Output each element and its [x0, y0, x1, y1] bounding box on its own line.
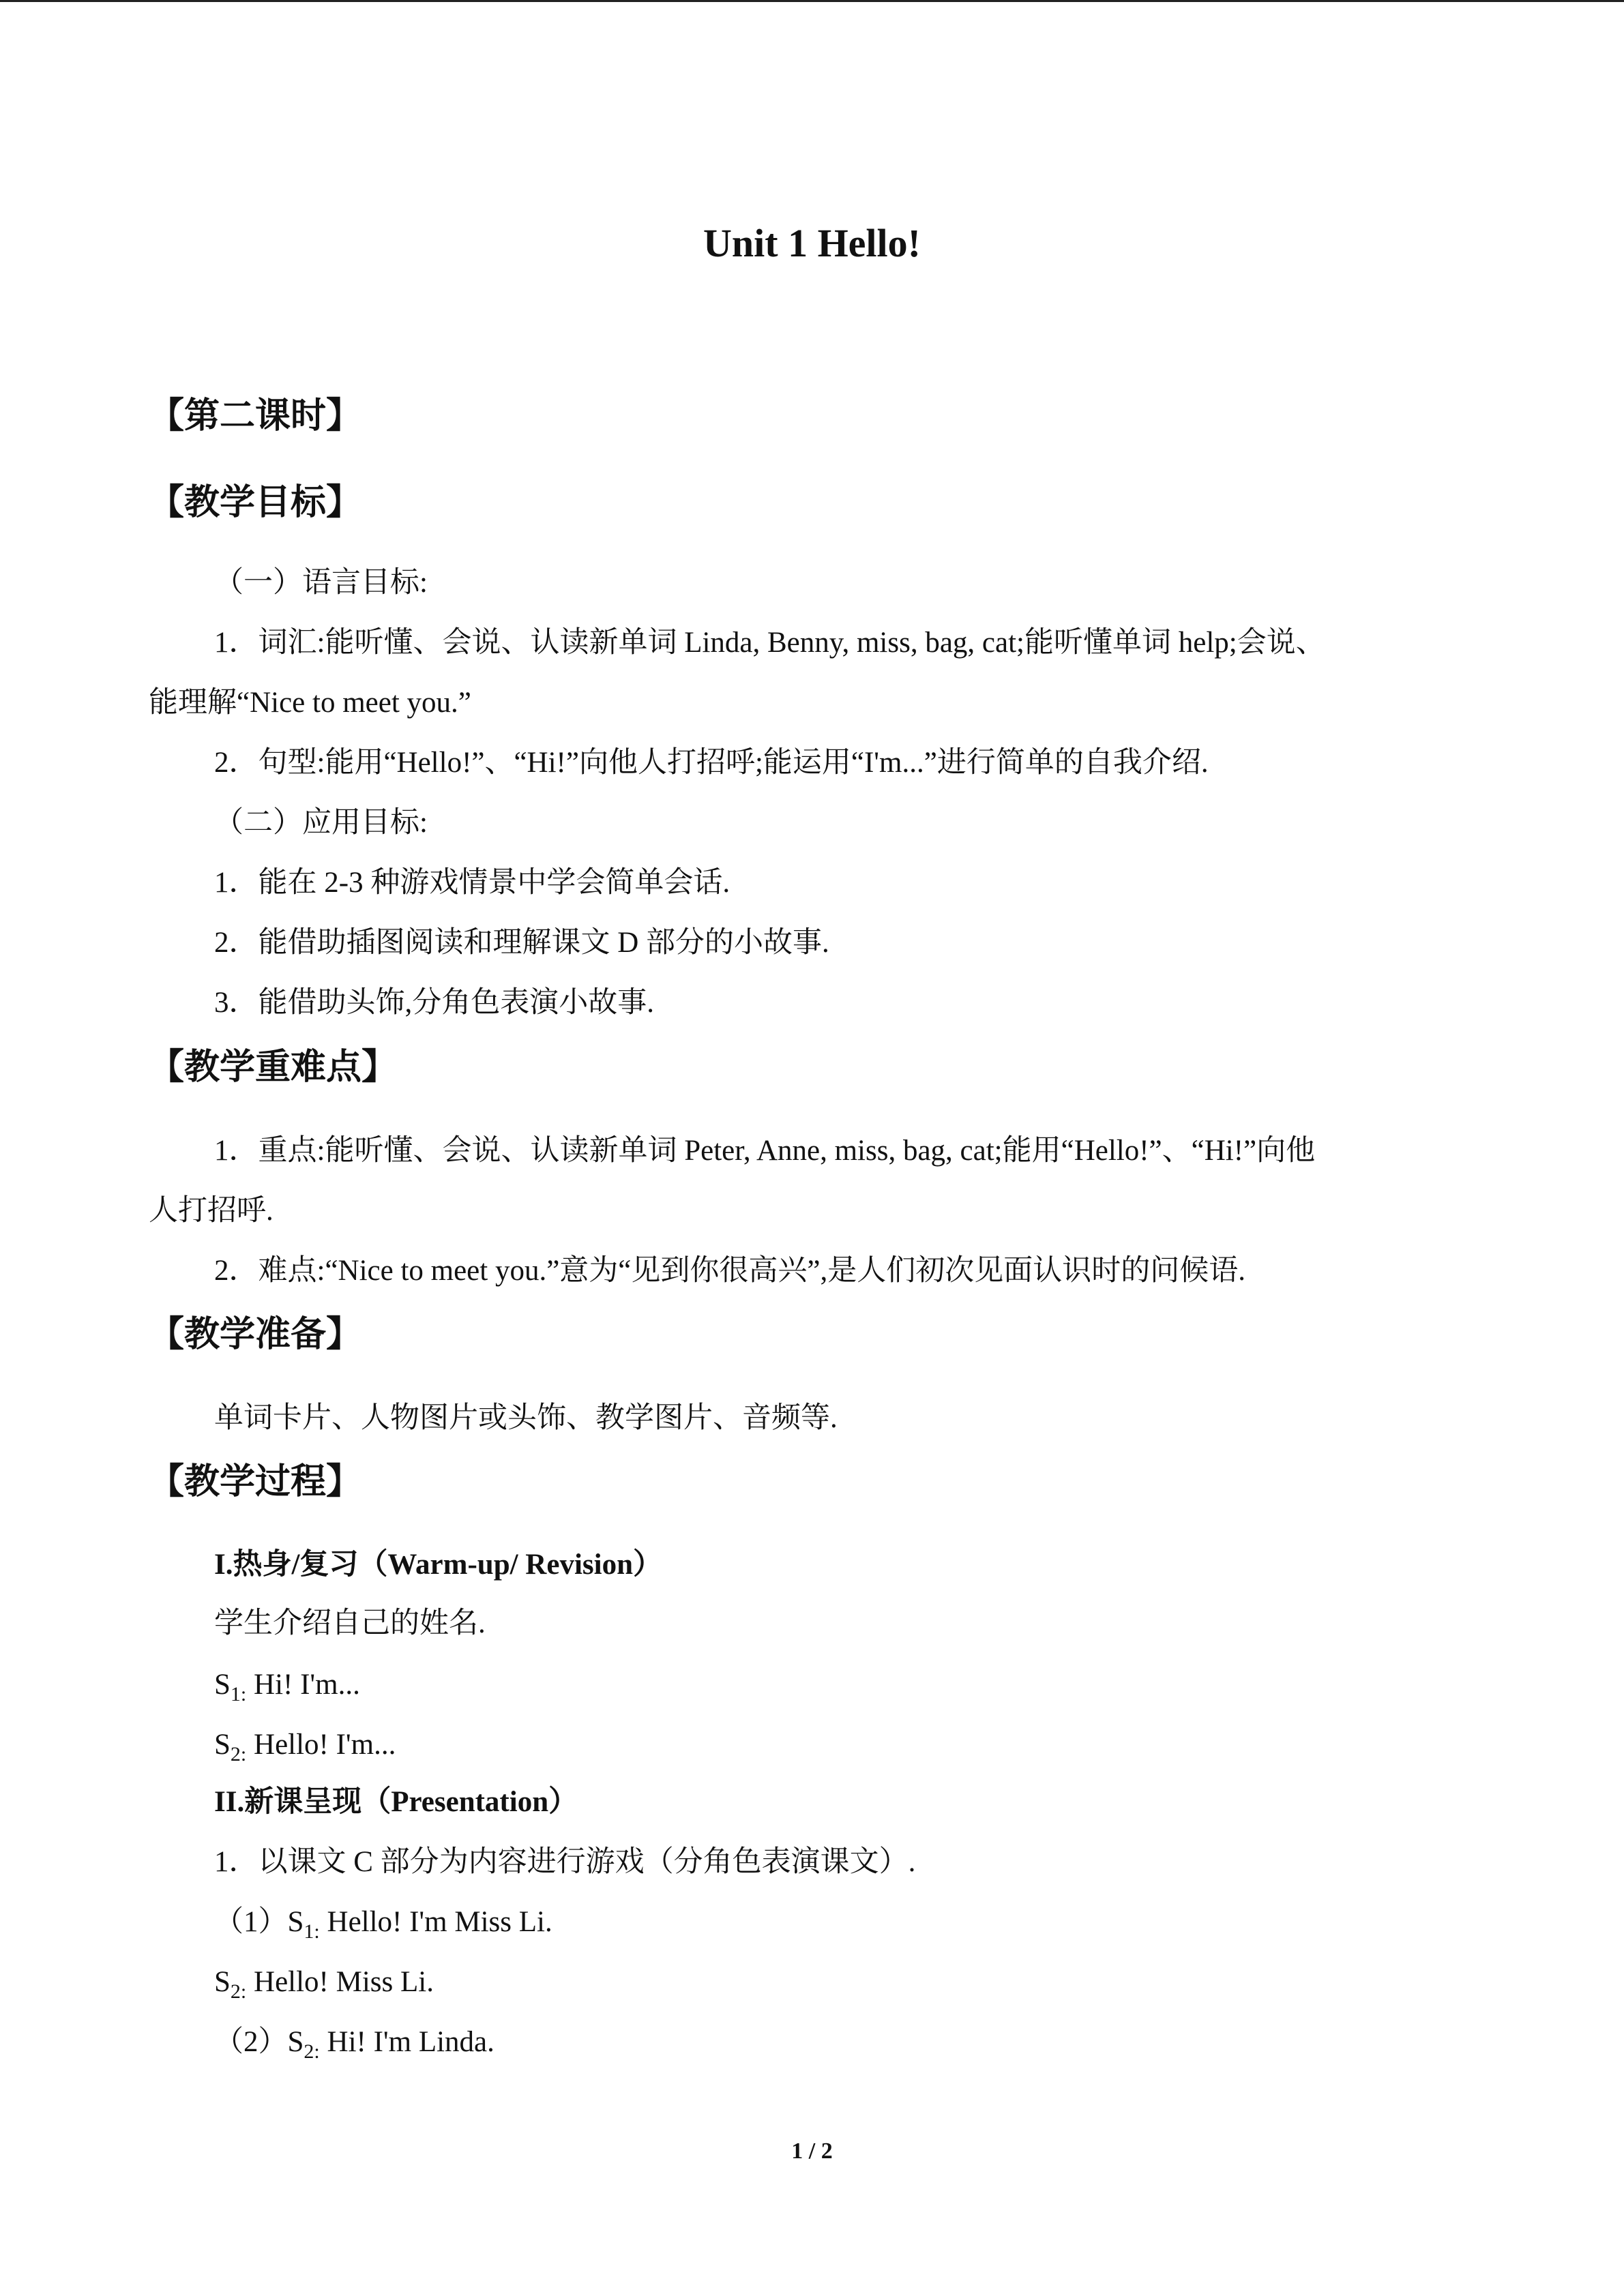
- dialogue-text: Hello! Miss Li.: [246, 1966, 434, 1998]
- dialogue-text: Hi! I'm Linda.: [319, 2026, 494, 2058]
- presentation-heading: II.新课呈现（Presentation）: [214, 1786, 578, 1818]
- game-dialogue-1: [214, 1902, 552, 1952]
- dialogue-text: Hello! I'm Miss Li.: [319, 1906, 552, 1938]
- presentation-item-1: 1．以课文 C 部分为内容进行游戏（分角色表演课文）.: [214, 1846, 916, 1878]
- page-number: 1 / 2: [791, 2138, 833, 2164]
- application-goal-2: 2．能借助插图阅读和理解课文 D 部分的小故事.: [214, 927, 829, 959]
- key-point-line1: 1．重点:能听懂、会说、认读新单词 Peter, Anne, miss, bag, cat;能用“Hello!”、“Hi!”向他: [214, 1135, 1316, 1167]
- dialogue-text: Hi! I'm...: [246, 1669, 360, 1701]
- heading-preparation: 【教学准备】: [149, 1314, 362, 1355]
- item-number: （2）: [214, 2026, 288, 2058]
- key-point-line2: 人打招呼.: [149, 1195, 274, 1227]
- game-dialogue-3: [214, 2022, 494, 2072]
- speaker-label: S: [287, 1906, 304, 1938]
- heading-period: 【第二课时】: [149, 396, 362, 436]
- dialogue-text: Hello! I'm...: [246, 1729, 396, 1761]
- speaker-label: S: [214, 1669, 231, 1701]
- language-goals-heading: （一）语言目标:: [214, 567, 428, 599]
- dialogue-s2-line: [214, 1725, 396, 1775]
- speaker-subscript: 1:: [304, 1920, 320, 1943]
- preparation-text: 单词卡片、人物图片或头饰、教学图片、音频等.: [214, 1402, 838, 1434]
- application-goal-3: 3．能借助头饰,分角色表演小故事.: [214, 987, 654, 1019]
- sentence-goal: 2．句型:能用“Hello!”、“Hi!”向他人打招呼;能运用“I'm...”进行简单的自我介绍.: [214, 747, 1209, 779]
- vocab-goal-line2: 能理解“Nice to meet you.”: [149, 687, 471, 719]
- item-number: （1）: [214, 1906, 288, 1938]
- vocab-goal-line1: 1．词汇:能听懂、会说、认读新单词 Linda, Benny, miss, bag, cat;能听懂单词 help;会说、: [214, 627, 1325, 659]
- application-goal-1: 1．能在 2-3 种游戏情景中学会简单会话.: [214, 867, 730, 899]
- warmup-heading: I.热身/复习（Warm-up/ Revision）: [214, 1549, 662, 1581]
- heading-objectives: 【教学目标】: [149, 482, 362, 523]
- speaker-subscript: 2:: [230, 1980, 247, 2003]
- heading-key-points: 【教学重难点】: [149, 1047, 398, 1088]
- application-goals-heading: （二）应用目标:: [214, 807, 428, 839]
- heading-process: 【教学过程】: [149, 1461, 362, 1502]
- difficulty-point: 2．难点:“Nice to meet you.”意为“见到你很高兴”,是人们初次见面认识时的问候语.: [214, 1255, 1245, 1287]
- speaker-label: S: [214, 1966, 231, 1998]
- document-title: Unit 1 Hello!: [703, 221, 921, 265]
- speaker-label: S: [287, 2026, 304, 2058]
- dialogue-s1-line: [214, 1665, 360, 1715]
- game-dialogue-2: [214, 1962, 434, 2012]
- speaker-subscript: 2:: [304, 2040, 320, 2063]
- speaker-label: S: [214, 1729, 231, 1761]
- speaker-subscript: 1:: [230, 1683, 247, 1705]
- warmup-text: 学生介绍自己的姓名.: [214, 1607, 486, 1639]
- speaker-subscript: 2:: [230, 1743, 247, 1765]
